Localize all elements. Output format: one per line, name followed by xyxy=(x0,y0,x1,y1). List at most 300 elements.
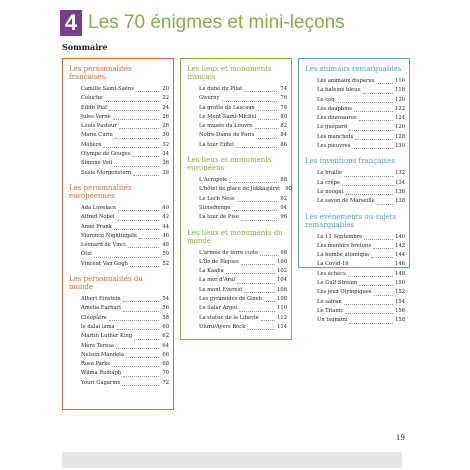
toc-entry[interactable] xyxy=(185,323,287,332)
toc-entry-title: Giverny xyxy=(199,95,220,102)
dot-leader xyxy=(364,239,393,240)
toc-entry[interactable] xyxy=(185,94,287,103)
toc-entry-title: Wilma Rudolph xyxy=(81,370,122,377)
toc-entry-title: Le Mont-Saint-Michel xyxy=(199,113,257,120)
toc-entry[interactable] xyxy=(303,86,405,95)
toc-entry-title: L'Acropole xyxy=(199,177,228,184)
toc-entry-title: Notre-Dame de Paris xyxy=(199,132,255,139)
toc-entry-page: 108 xyxy=(277,296,287,303)
dot-leader xyxy=(257,110,277,111)
dot-leader xyxy=(114,229,159,230)
toc-section xyxy=(185,65,287,150)
dot-leader xyxy=(359,120,394,121)
toc-entry-page: 26 xyxy=(162,113,169,120)
dot-leader xyxy=(241,220,277,221)
toc-section xyxy=(67,65,169,178)
toc-entry-title: La tour Eiffel xyxy=(199,141,234,148)
toc-entry[interactable] xyxy=(303,251,405,260)
toc-entry[interactable] xyxy=(303,197,405,206)
toc-entry[interactable] xyxy=(303,133,405,142)
toc-entry[interactable] xyxy=(185,85,287,94)
toc-entry-title: Anne Frank xyxy=(81,223,112,230)
sommaire-heading: Sommaire xyxy=(62,42,108,52)
toc-entry-title: Les pyramides de Gizeh xyxy=(199,296,262,303)
toc-entry-page: 102 xyxy=(277,268,287,275)
toc-entry[interactable] xyxy=(67,223,169,232)
toc-entry[interactable] xyxy=(185,258,287,267)
toc-entry-page: 42 xyxy=(162,214,169,221)
toc-entry[interactable] xyxy=(303,233,405,242)
toc-entry-title: Le mont Everest xyxy=(199,286,243,293)
toc-entry-title: La mer d'Aral xyxy=(199,277,236,284)
toc-entry-title: L'armée de terre cuite xyxy=(199,249,259,256)
toc-entry-title: Le guépard xyxy=(317,124,348,131)
toc-entry-page: 78 xyxy=(280,104,287,111)
toc-entry[interactable] xyxy=(67,351,169,360)
toc-entry-title: Le dune du Pilat xyxy=(199,86,243,92)
toc-entry[interactable] xyxy=(303,288,405,297)
dot-leader xyxy=(104,101,159,102)
toc-entry-page: 80 xyxy=(280,113,287,120)
toc-entry[interactable] xyxy=(185,195,287,204)
toc-entry[interactable] xyxy=(67,169,169,178)
toc-section-title: Les événements ou sujets remarquables xyxy=(305,212,397,229)
toc-entry-page: 74 xyxy=(280,86,287,92)
toc-entry[interactable] xyxy=(67,150,169,159)
toc-entry-page: 76 xyxy=(280,95,287,102)
toc-column-1 xyxy=(62,58,174,410)
toc-entry-page: 40 xyxy=(162,204,169,211)
toc-entry-title: Les jeux Olympiques xyxy=(317,289,372,296)
toc-entry-page: 104 xyxy=(277,277,287,284)
toc-entry-page: 38 xyxy=(162,169,169,176)
toc-entry-title: Le braille xyxy=(317,170,343,177)
toc-entry-page: 106 xyxy=(277,286,287,293)
toc-entry-page: 36 xyxy=(162,160,169,167)
toc-entry-page: 154 xyxy=(395,298,405,305)
dot-leader xyxy=(351,267,394,268)
dot-leader xyxy=(345,313,393,314)
toc-entry-title: Les menhirs bretons xyxy=(317,242,372,249)
chapter-title: Les 70 énigmes et mini-leçons xyxy=(88,12,345,33)
toc-entry-page: 34 xyxy=(162,151,169,158)
dot-leader xyxy=(376,83,393,84)
dot-leader xyxy=(345,194,393,195)
footer-bar xyxy=(62,452,402,468)
toc-entry-title: La tour de Pise xyxy=(199,214,239,221)
toc-entry-title: Susie Morgenstern xyxy=(81,169,132,176)
dot-leader xyxy=(130,266,159,267)
toc-entry[interactable] xyxy=(303,96,405,105)
toc-entry[interactable] xyxy=(67,260,169,269)
dot-leader xyxy=(256,138,277,139)
toc-entry-title: Les dauphins xyxy=(317,105,352,112)
toc-entry[interactable] xyxy=(303,316,405,325)
toc-section xyxy=(185,156,292,222)
toc-entry-title: Coluche xyxy=(81,95,103,102)
toc-entry-title: le dalaï lama xyxy=(81,323,115,330)
toc-entry-title: Le Loch Ness xyxy=(199,195,235,202)
toc-entry-title: Marie Curie xyxy=(81,132,113,139)
toc-entry-page: 62 xyxy=(162,333,169,340)
toc-entry-page: 64 xyxy=(162,342,169,349)
dot-leader xyxy=(255,128,277,129)
dot-leader xyxy=(122,385,159,386)
dot-leader xyxy=(348,276,393,277)
toc-entry-page: 58 xyxy=(162,314,169,321)
toc-entry-page: 140 xyxy=(395,233,405,240)
toc-section-title: Les lieux et monuments du monde xyxy=(187,228,283,245)
dot-leader xyxy=(117,220,159,221)
toc-entry-title: Molière xyxy=(81,141,102,148)
toc-section xyxy=(67,184,169,269)
dot-leader xyxy=(117,329,159,330)
toc-entry-page: 68 xyxy=(162,361,169,368)
toc-entry[interactable] xyxy=(67,159,169,168)
toc-section-title: Les personnalités européennes xyxy=(69,183,132,200)
toc-entry-title: La Covid-19 xyxy=(317,261,349,268)
dot-leader xyxy=(374,295,394,296)
toc-entry[interactable] xyxy=(67,295,169,304)
toc-section-title: Les inventions françaises xyxy=(305,157,395,166)
dot-leader xyxy=(244,292,275,293)
dot-leader xyxy=(377,204,393,205)
toc-entry-title: Mère Teresa xyxy=(81,342,115,349)
dot-leader xyxy=(241,264,275,265)
dot-leader xyxy=(109,320,159,321)
toc-entry[interactable] xyxy=(67,314,169,323)
dot-leader xyxy=(344,176,393,177)
toc-entry[interactable] xyxy=(185,276,287,285)
toc-entry-page: 100 xyxy=(277,258,287,265)
dot-leader xyxy=(222,101,277,102)
toc-entry-page: 32 xyxy=(162,141,169,148)
dot-leader xyxy=(363,93,394,94)
toc-entry[interactable] xyxy=(185,295,287,304)
toc-entry[interactable] xyxy=(67,369,169,378)
dot-leader xyxy=(349,130,393,131)
dot-leader xyxy=(114,166,159,167)
toc-entry-title: Amelia Earhart xyxy=(81,305,122,312)
toc-entry-page: 84 xyxy=(280,132,287,139)
toc-entry[interactable] xyxy=(185,304,287,313)
toc-entry-title: Martin Luther King xyxy=(81,333,133,340)
toc-entry-page: 148 xyxy=(395,270,405,277)
toc-entry[interactable] xyxy=(303,142,405,151)
toc-entry-title: Les manchots xyxy=(317,133,354,140)
dot-leader xyxy=(133,156,159,157)
toc-entry-page: 88 xyxy=(280,177,287,184)
toc-entry-page: 118 xyxy=(395,87,405,94)
toc-entry-title: La grotte de Lascaux xyxy=(199,104,255,111)
toc-entry-page: 132 xyxy=(395,170,405,177)
dot-leader xyxy=(239,311,275,312)
toc-section-title: Les animaux remarquables xyxy=(305,65,402,73)
toc-entry-title: Le musée du Louvre xyxy=(199,123,253,130)
toc-entry-page: 56 xyxy=(162,305,169,312)
toc-entry-title: Florence Nightingale xyxy=(81,232,137,239)
toc-entry-page: 72 xyxy=(162,379,169,386)
toc-entry-title: Le Titanic xyxy=(317,307,344,314)
toc-entry[interactable] xyxy=(67,213,169,222)
toc-entry[interactable] xyxy=(303,260,405,269)
toc-entry[interactable] xyxy=(67,204,169,213)
toc-entry-page: 130 xyxy=(395,143,405,150)
toc-entry-title: L'hôtel de glace de Jukkasjärvi xyxy=(199,186,280,193)
dot-leader xyxy=(118,210,159,211)
page-number: 19 xyxy=(396,434,405,442)
dot-leader xyxy=(344,304,393,305)
chapter-header xyxy=(60,8,345,38)
toc-entry-page: 92 xyxy=(280,195,287,202)
toc-entry-page: 90 xyxy=(285,186,292,193)
toc-entry[interactable] xyxy=(67,122,169,131)
toc-entry-page: 54 xyxy=(162,296,169,303)
toc-entry-title: Un tsunami xyxy=(317,317,348,324)
toc-entry[interactable] xyxy=(303,307,405,316)
toc-entry-title: Le safran xyxy=(317,298,342,305)
toc-entry-title: Les dinosaures xyxy=(317,115,357,122)
toc-entry-title: Jules Verne xyxy=(81,113,111,120)
dot-leader xyxy=(373,248,393,249)
toc-entry-page: 138 xyxy=(395,198,405,205)
toc-entry-title: La bombe atomique xyxy=(317,252,370,259)
toc-entry[interactable] xyxy=(185,286,287,295)
toc-entry-page: 70 xyxy=(162,370,169,377)
toc-entry[interactable] xyxy=(185,213,287,222)
toc-entry-page: 156 xyxy=(395,307,405,314)
toc-entry-title: Albert Einstein xyxy=(81,296,121,303)
toc-entry[interactable] xyxy=(67,131,169,140)
toc-entry-page: 110 xyxy=(277,305,287,312)
toc-entry[interactable] xyxy=(303,279,405,288)
toc-entry-title: L'île de Pâques xyxy=(199,258,239,265)
toc-entry[interactable] xyxy=(303,188,405,197)
toc-entry[interactable] xyxy=(303,123,405,132)
toc-entry[interactable] xyxy=(67,323,169,332)
toc-entry-title: Le savon de Marseille xyxy=(317,198,375,205)
toc-entry[interactable] xyxy=(303,114,405,123)
dot-leader xyxy=(247,329,275,330)
dot-leader xyxy=(113,119,159,120)
toc-entry-title: Le nougat xyxy=(317,188,344,195)
toc-section-title: Les lieux et monuments français xyxy=(187,65,272,81)
toc-entry-page: 112 xyxy=(277,314,287,321)
dot-leader xyxy=(229,182,277,183)
toc-entry-page: 46 xyxy=(162,232,169,239)
toc-column-3 xyxy=(298,58,410,324)
toc-section-title: Les personnalités françaises xyxy=(69,65,132,81)
toc-entry[interactable] xyxy=(67,360,169,369)
chapter-number-badge: 4 xyxy=(60,10,82,36)
toc-entry[interactable] xyxy=(185,176,287,185)
toc-entry-page: 122 xyxy=(395,105,405,112)
dot-leader xyxy=(123,301,159,302)
toc-entry[interactable] xyxy=(303,242,405,251)
toc-entry-title: Léonard de Vinci xyxy=(81,242,126,249)
toc-entry-page: 30 xyxy=(162,132,169,139)
dot-leader xyxy=(236,147,277,148)
toc-entry-title: La crêpe xyxy=(317,179,341,186)
toc-entry-title: Les échecs xyxy=(317,270,346,277)
toc-section xyxy=(67,275,169,388)
toc-entry-page: 142 xyxy=(395,242,405,249)
toc-entry-title: Alfred Nobel xyxy=(81,214,115,221)
dot-leader xyxy=(128,247,159,248)
toc-entry[interactable] xyxy=(303,298,405,307)
toc-section xyxy=(303,65,405,151)
dot-leader xyxy=(103,147,159,148)
dot-leader xyxy=(115,138,159,139)
toc-entry-title: Le Salar Argol xyxy=(199,305,238,312)
toc-entry-title: Rosa Parks xyxy=(81,361,111,368)
toc-entry-title: Stonehenge xyxy=(199,204,231,211)
toc-entry[interactable] xyxy=(185,267,287,276)
toc-entry[interactable] xyxy=(67,332,169,341)
toc-entry[interactable] xyxy=(185,204,287,213)
toc-entry-page: 144 xyxy=(395,252,405,259)
toc-entry[interactable] xyxy=(67,113,169,122)
dot-leader xyxy=(232,210,277,211)
dot-leader xyxy=(134,339,159,340)
toc-entry[interactable] xyxy=(185,122,287,131)
toc-entry[interactable] xyxy=(67,94,169,103)
dot-leader xyxy=(116,348,159,349)
toc-entry-page: 98 xyxy=(280,249,287,256)
toc-entry[interactable] xyxy=(185,314,287,323)
dot-leader xyxy=(244,91,277,92)
toc-entry-page: 120 xyxy=(395,96,405,103)
dot-leader xyxy=(123,311,159,312)
toc-entry-title: Vincent Van Gogh xyxy=(81,260,128,267)
toc-entry-page: 82 xyxy=(280,123,287,130)
toc-entry-title: Ada Lovelace xyxy=(81,204,117,211)
toc-entry-title: Uluru/Ayers Rock xyxy=(199,323,246,330)
toc-entry-page: 52 xyxy=(162,260,169,267)
toc-entry-page: 146 xyxy=(395,261,405,268)
dot-leader xyxy=(94,257,159,258)
toc-entry-title: La statue de la Liberté xyxy=(199,314,259,321)
toc-entry-page: 28 xyxy=(162,123,169,130)
toc-entry[interactable] xyxy=(185,104,287,113)
toc-entry[interactable] xyxy=(67,141,169,150)
toc-entry[interactable] xyxy=(67,85,169,94)
toc-entry-page: 48 xyxy=(162,242,169,249)
toc-entry[interactable] xyxy=(185,141,287,150)
toc-entry-page: 136 xyxy=(395,188,405,195)
toc-entry-title: Simone Veil xyxy=(81,160,112,167)
dot-leader xyxy=(349,323,393,324)
toc-section-title: Les personnalités du monde xyxy=(69,275,143,292)
toc-entry-page: 94 xyxy=(280,204,287,211)
dot-leader xyxy=(258,119,277,120)
toc-entry-page: 44 xyxy=(162,223,169,230)
toc-entry[interactable] xyxy=(185,249,287,258)
toc-entry-page: 50 xyxy=(162,251,169,258)
toc-entry[interactable] xyxy=(185,113,287,122)
toc-entry-page: 128 xyxy=(395,133,405,140)
toc-entry-page: 124 xyxy=(395,115,405,122)
toc-entry-page: 114 xyxy=(277,323,287,330)
dot-leader xyxy=(133,175,159,176)
toc-entry-title: Ötzi xyxy=(81,251,92,258)
toc-section xyxy=(303,213,405,326)
toc-entry-page: 152 xyxy=(395,289,405,296)
toc-entry[interactable] xyxy=(67,241,169,250)
toc-section xyxy=(303,157,405,206)
dot-leader xyxy=(237,201,277,202)
toc-entry[interactable] xyxy=(67,342,169,351)
toc-section xyxy=(185,229,287,333)
toc-entry-page: 20 xyxy=(162,86,169,92)
toc-entry[interactable] xyxy=(67,250,169,259)
toc-entry-page: 116 xyxy=(395,78,405,84)
dot-leader xyxy=(126,357,159,358)
dot-leader xyxy=(237,283,275,284)
toc-entry[interactable] xyxy=(303,77,405,86)
dot-leader xyxy=(260,255,277,256)
toc-entry-title: Édith Piaf xyxy=(81,104,108,111)
toc-entry[interactable] xyxy=(67,232,169,241)
toc-entry-title: La Kaaba xyxy=(199,268,224,275)
toc-entry[interactable] xyxy=(67,304,169,313)
toc-entry-page: 86 xyxy=(280,141,287,148)
toc-entry[interactable] xyxy=(303,105,405,114)
toc-entry[interactable] xyxy=(303,179,405,188)
dot-leader xyxy=(139,238,159,239)
dot-leader xyxy=(123,376,159,377)
dot-leader xyxy=(354,111,393,112)
dot-leader xyxy=(119,128,159,129)
toc-entry-title: Les animaux disparus xyxy=(317,78,375,84)
toc-entry[interactable] xyxy=(303,169,405,178)
dot-leader xyxy=(226,273,275,274)
toc-section-title: Les lieux et monuments européens xyxy=(187,156,272,173)
toc-entry-page: 158 xyxy=(395,317,405,324)
toc-entry-title: Les pieuvres xyxy=(317,143,351,150)
toc-entry-title: Le coq xyxy=(317,96,335,103)
dot-leader xyxy=(261,320,275,321)
toc-entry-title: Louis Pasteur xyxy=(81,123,117,130)
toc-entry-page: 66 xyxy=(162,351,169,358)
dot-leader xyxy=(355,139,393,140)
toc-entry-title: Le Gulf Stream xyxy=(317,280,358,287)
toc-entry-title: Le 11 Septembre xyxy=(317,233,363,240)
toc-entry-title: La baleine bleue xyxy=(317,87,361,94)
toc-entry-page: 134 xyxy=(395,179,405,186)
dot-leader xyxy=(352,148,393,149)
dot-leader xyxy=(109,110,159,111)
toc-entry-page: 24 xyxy=(162,104,169,111)
toc-entry-page: 150 xyxy=(395,280,405,287)
toc-entry-title: Olympe de Gouges xyxy=(81,151,131,158)
dot-leader xyxy=(337,102,394,103)
dot-leader xyxy=(371,257,393,258)
toc-column-2 xyxy=(180,58,292,340)
dot-leader xyxy=(112,366,159,367)
toc-entry[interactable] xyxy=(303,270,405,279)
toc-entry-page: 22 xyxy=(162,95,169,102)
toc-entry[interactable] xyxy=(67,379,169,388)
toc-entry-page: 60 xyxy=(162,323,169,330)
toc-entry-title: Cléopâtre xyxy=(81,314,107,321)
toc-entry-page: 96 xyxy=(280,214,287,221)
dot-leader xyxy=(136,91,159,92)
toc-entry[interactable] xyxy=(185,185,292,194)
toc-entry[interactable] xyxy=(67,104,169,113)
toc-entry-title: Camille Saint-Saëns xyxy=(81,86,134,92)
toc-entry[interactable] xyxy=(185,131,287,140)
